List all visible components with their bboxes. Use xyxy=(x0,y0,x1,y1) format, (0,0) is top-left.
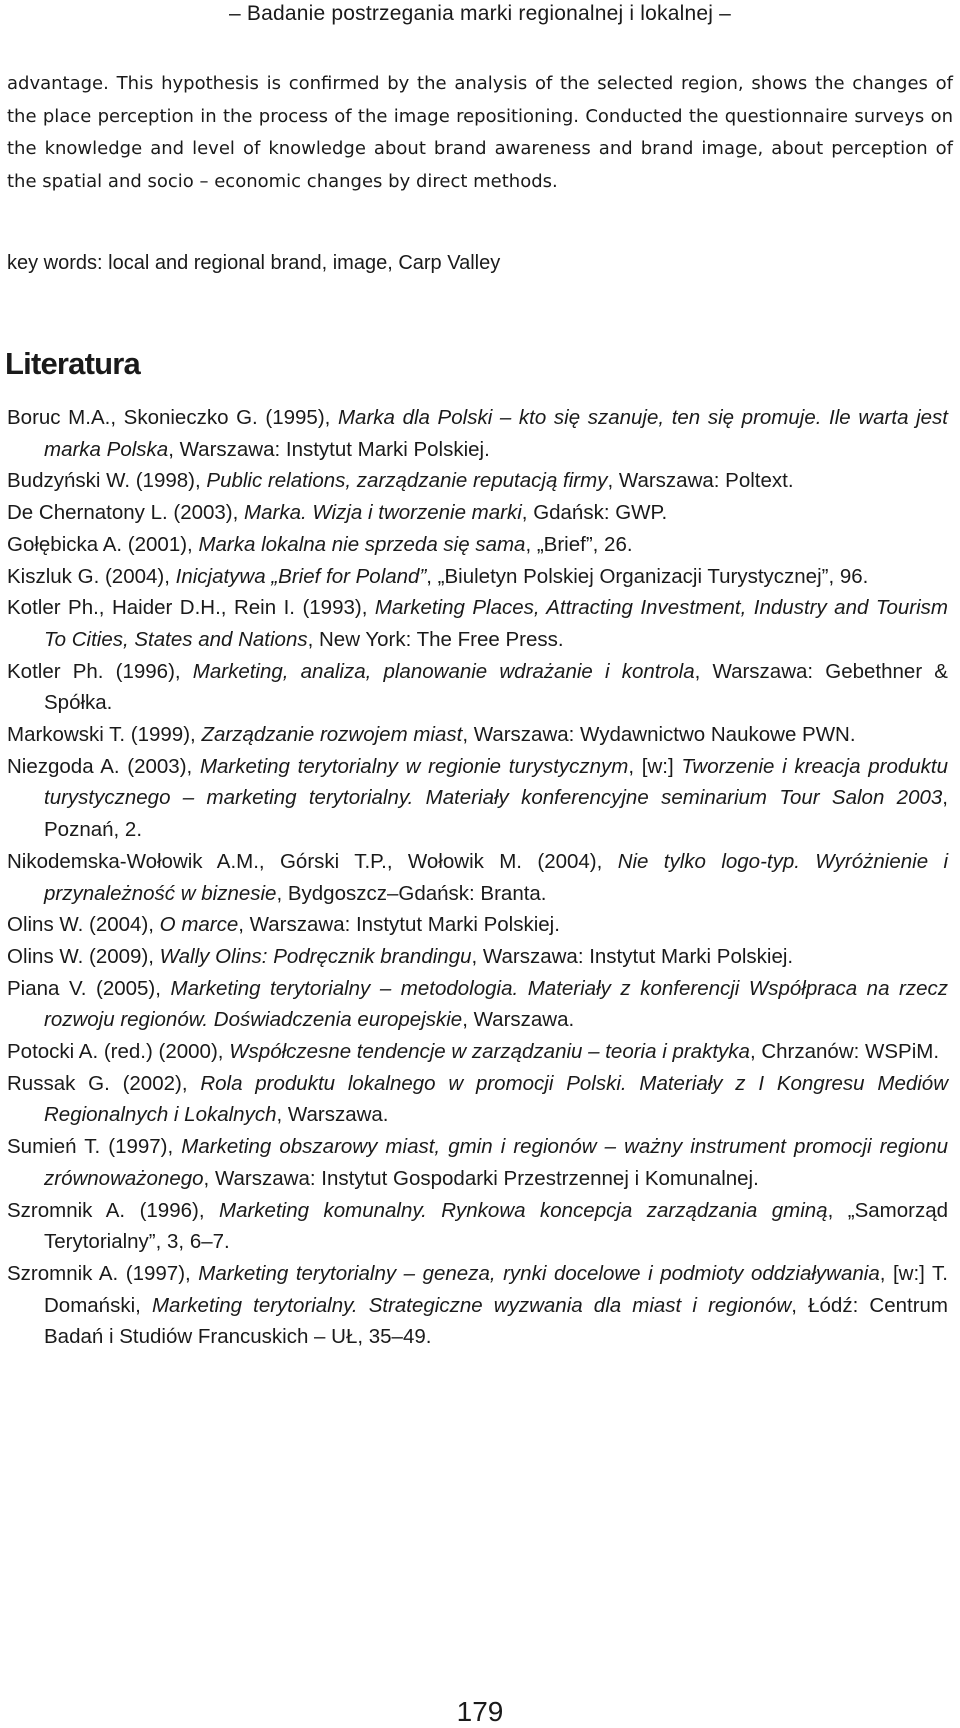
bibliography-list xyxy=(0,402,948,1353)
entry-title: O marce xyxy=(159,913,239,937)
entry-publisher: , [w:] xyxy=(628,754,682,778)
entry-title: Marketing obszarowy miast, gmin i regionów – ważny instrument promocji regionu zrównoważonego xyxy=(44,1135,948,1190)
entry-author-year: Kiszluk G. (2004), xyxy=(7,564,176,588)
entry-author-year: Niezgoda A. (2003), xyxy=(7,754,200,778)
entry-author-year: Piana V. (2005), xyxy=(7,976,171,1000)
entry-publisher: , Gdańsk: GWP. xyxy=(521,501,668,525)
entry-title: Marketing terytorialny w regionie turystycznym xyxy=(199,754,629,778)
entry-author-year: Potocki A. (red.) (2000), xyxy=(7,1040,230,1064)
entry-publisher: , Warszawa: Poltext. xyxy=(607,469,794,493)
bibliography-entry xyxy=(0,497,948,529)
entry-title: Marketing terytorialny – geneza, rynki docelowe i podmioty oddziaływania xyxy=(198,1261,880,1285)
entry-author-year: Budzyński W. (1998), xyxy=(7,469,207,493)
running-head: – Badanie postrzegania marki regionalnej i lokalnej – xyxy=(228,2,732,25)
bibliography-entry xyxy=(0,465,948,497)
bibliography-entry xyxy=(0,402,948,465)
entry-author-year: Szromnik A. (1997), xyxy=(7,1261,199,1285)
entry-title: Public relations, zarządzanie reputacją firmy xyxy=(206,469,608,493)
entry-publisher: , Chrzanów: WSPiM. xyxy=(749,1040,940,1064)
bibliography-entry xyxy=(0,529,948,561)
entry-title: Marka dla Polski – kto się szanuje, ten się promuje. Ile warta jest marka Polska xyxy=(44,406,949,461)
bibliography-entry xyxy=(0,751,948,846)
bibliography-entry xyxy=(0,656,948,719)
entry-title: Inicjatywa „Brief for Poland” xyxy=(175,564,427,588)
entry-author-year: Kotler Ph., Haider D.H., Rein I. (1993), xyxy=(7,596,375,620)
entry-publisher: , Warszawa. xyxy=(276,1103,389,1127)
entry-publisher: , „Brief”, 26. xyxy=(525,532,633,556)
bibliography-entry xyxy=(0,973,948,1036)
bibliography-entry xyxy=(0,1036,948,1068)
entry-author-year: Szromnik A. (1996), xyxy=(7,1198,219,1222)
entry-title: Marketing Places, Attracting Investment, Industry and Tourism To Cities, States and Nations xyxy=(44,596,948,651)
entry-publisher: , „Biuletyn Polskiej Organizacji Turystycznej”, 96. xyxy=(426,564,869,588)
bibliography-entry xyxy=(0,1195,948,1258)
keywords: key words: local and regional brand, image, Carp Valley xyxy=(7,252,501,274)
entry-source-details: , Łódź: Centrum Badań i Studiów Francuskich – UŁ, 35–49. xyxy=(44,1293,949,1349)
entry-title: Marketing terytorialny – metodologia. Materiały z konferencji Współpraca na rzecz rozwoju regionów. Doświadczenia europejskie xyxy=(44,976,948,1032)
entry-publisher: , Bydgoszcz–Gdańsk: Branta. xyxy=(276,881,547,905)
bibliography-entry xyxy=(0,561,948,593)
entry-author-year: Nikodemska-Wołowik A.M., Górski T.P., Wołowik M. (2004), xyxy=(7,849,618,873)
bibliography-entry xyxy=(0,592,948,655)
entry-publisher: , Warszawa: Instytut Gospodarki Przestrzennej i Komunalnej. xyxy=(203,1166,759,1190)
entry-publisher: , [w:] T. Domański, xyxy=(44,1261,948,1317)
bibliography-entry xyxy=(0,941,948,973)
section-heading: Literatura xyxy=(5,346,140,381)
bibliography-entry xyxy=(0,719,948,751)
bibliography-entry xyxy=(0,1258,948,1353)
entry-title: Wally Olins: Podręcznik brandingu xyxy=(159,944,472,968)
entry-title: Marketing komunalny. Rynkowa koncepcja zarządzania gminą xyxy=(219,1198,828,1222)
entry-author-year: Gołębicka A. (2001), xyxy=(7,532,199,556)
entry-publisher: , Warszawa: Gebethner & Spółka. xyxy=(44,659,948,715)
entry-title: Marka. Wizja i tworzenie marki xyxy=(244,501,522,525)
entry-publisher: , Warszawa: Wydawnictwo Naukowe PWN. xyxy=(462,723,856,747)
entry-title: Marka lokalna nie sprzeda się sama xyxy=(198,532,526,556)
entry-author-year: Boruc M.A., Skonieczko G. (1995), xyxy=(7,406,338,429)
entry-title: Zarządzanie rozwojem miast xyxy=(201,723,463,747)
entry-publisher: , Warszawa. xyxy=(462,1008,575,1032)
entry-author-year: Sumień T. (1997), xyxy=(7,1135,182,1159)
entry-publisher: , New York: The Free Press. xyxy=(307,627,564,651)
entry-title: Rola produktu lokalnego w promocji Polski. Materiały z I Kongresu Mediów Regionalnych i Lokalnych xyxy=(44,1071,949,1127)
bibliography-entry xyxy=(0,909,948,941)
bibliography-entry xyxy=(0,846,948,909)
entry-source-title: Marketing terytorialny. Strategiczne wyzwania dla miast i regionów xyxy=(151,1293,792,1317)
entry-author-year: Markowski T. (1999), xyxy=(7,723,202,747)
entry-publisher: , Warszawa: Instytut Marki Polskiej. xyxy=(168,437,490,461)
entry-author-year: Olins W. (2004), xyxy=(7,913,160,937)
entry-publisher: , Warszawa: Instytut Marki Polskiej. xyxy=(238,913,560,937)
entry-author-year: Kotler Ph. (1996), xyxy=(7,659,193,683)
entry-publisher: , Warszawa: Instytut Marki Polskiej. xyxy=(471,944,794,968)
entry-publisher: , „Samorząd Terytorialny”, 3, 6–7. xyxy=(44,1198,949,1254)
entry-author-year: De Chernatony L. (2003), xyxy=(7,501,245,525)
entry-source-details: , Poznań, 2. xyxy=(44,786,948,842)
entry-source-title: Tworzenie i kreacja produktu turystycznego – marketing terytorialny. Materiały konferencyjne seminarium Tour Salon 2003 xyxy=(44,754,948,810)
entry-author-year: Russak G. (2002), xyxy=(7,1071,201,1095)
page-number: 179 xyxy=(456,1696,504,1727)
entry-title: Marketing, analiza, planowanie wdrażanie i kontrola xyxy=(192,659,695,683)
entry-author-year: Olins W. (2009), xyxy=(7,944,160,968)
entry-title: Nie tylko logo-typ. Wyróżnienie i przynależność w biznesie xyxy=(44,849,949,905)
bibliography-entry xyxy=(0,1068,948,1131)
bibliography-entry xyxy=(0,1131,948,1194)
entry-title: Współczesne tendencje w zarządzaniu – teoria i praktyka xyxy=(229,1040,750,1064)
abstract-text: advantage. This hypothesis is confirmed by the analysis of the selected region, shows the changes of the place perception in the process of the image repositioning. Conducted the questionnaire surveys on the knowledge and level of knowledge about brand awareness and brand image, about perception of the spatial and socio – economic changes by direct methods. xyxy=(7,73,953,192)
